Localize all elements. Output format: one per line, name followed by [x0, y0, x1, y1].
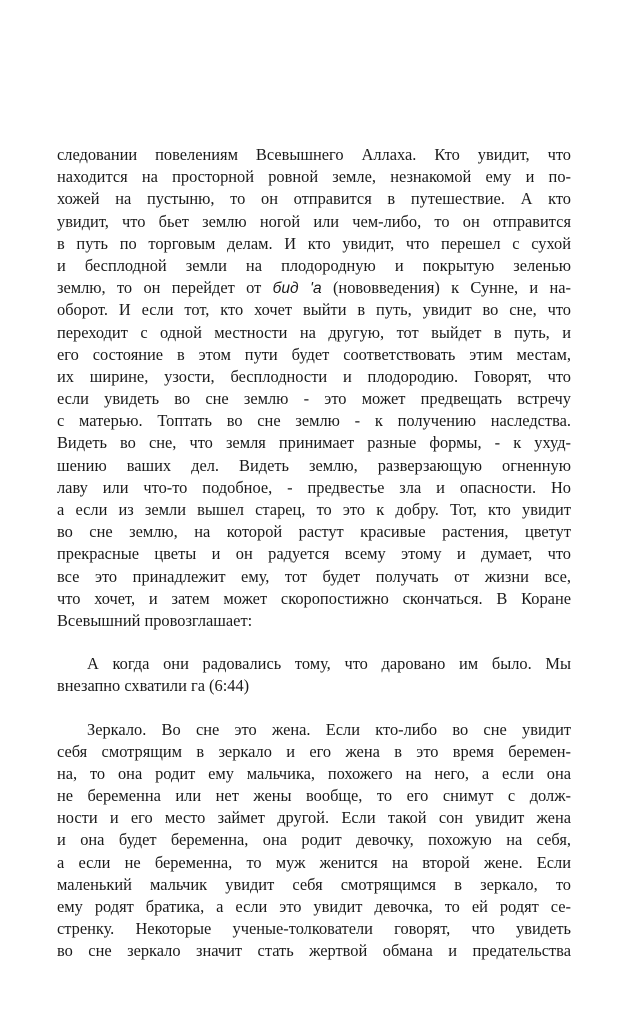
text-line: их ширине, узости, бесплодности и плодородию. Говорят, что [57, 366, 571, 386]
text-line: Зеркало. Во сне это жена. Если кто-либо во сне увидит [87, 719, 571, 739]
text-line [57, 277, 571, 299]
text-line: лаву или что-то подобное, - предвестье зла и опасности. Но [57, 477, 571, 497]
text-line: Всевышний провозглашает: [57, 610, 253, 630]
text-line: А когда они радовались тому, что даровано им было. Мы [87, 654, 571, 674]
text-line: стренку. Некоторые ученые-толкователи говорят, что увидеть [57, 919, 571, 939]
text-line: ности и его место займет другой. Если такой сон увидит жена [57, 808, 571, 828]
text-line: внезапно схватили га (6:44) [57, 676, 250, 696]
text-line: с матерью. Топтать во сне землю - к получению наследства. [57, 411, 571, 431]
paragraph-quran-quote [57, 653, 571, 697]
text-line: прекрасные цветы и он радуется всему этому и думает, что [57, 544, 571, 564]
italic-term: бид 'а [272, 280, 322, 298]
text-line: а если из земли вышел старец, то это к добру. Тот, кто увидит [57, 500, 571, 519]
page-text [57, 144, 571, 963]
text-line: маленький мальчик увидит себя смотрящимся в зеркало, то [57, 874, 571, 894]
text-line: его состояние в этом пути будет соответствовать этим местам, [57, 344, 571, 364]
paragraph-earth [57, 144, 571, 632]
text-line: следовании повелениям Всевышнего Аллаха. Кто увидит, что [57, 145, 571, 164]
text-line: Видеть во сне, что земля принимает разные формы, - к ухуд- [57, 433, 571, 453]
paragraph-spacer [57, 632, 571, 653]
text-line: увидит, что бьет землю ногой или чем-либо, то он отправится [57, 211, 571, 231]
text-line: оборот. И если тот, кто хочет выйти в путь, увидит во сне, что [57, 300, 571, 320]
text-line: если увидеть во сне землю - это может предвещать встречу [57, 389, 571, 409]
text-line: в путь по торговым делам. И кто увидит, что перешел с сухой [57, 233, 571, 253]
paragraph-mirror [57, 719, 571, 963]
text-segment: землю, то он перейдет от [57, 278, 273, 298]
text-line: шению ваших дел. Видеть землю, разверзающую огненную [57, 455, 571, 475]
text-line: себя смотрящим в зеркало и его жена в это время беремен- [57, 741, 571, 761]
text-line: во сне землю, на которой растут красивые растения, цветут [57, 522, 571, 542]
text-line: что хочет, и затем может скоропостижно скончаться. В Коране [57, 588, 571, 608]
text-line: и бесплодной земли на плодородную и покрытую зеленью [57, 255, 571, 275]
text-line: ему родят братика, а если это увидит девочка, то ей родят се- [57, 897, 571, 916]
text-line: не беременна или нет жены вообще, то его снимут с долж- [57, 786, 571, 806]
text-line: а если не беременна, то муж женится на второй жене. Если [57, 852, 571, 872]
paragraph-spacer [57, 698, 571, 719]
text-line: на, то она родит ему мальчика, похожего на него, а если она [57, 763, 571, 783]
text-line: все это принадлежит ему, тот будет получать от жизни все, [57, 566, 571, 586]
text-segment: (нововведения) к Сунне, и на- [321, 278, 571, 298]
text-line: переходит с одной местности на другую, тот выйдет в путь, и [57, 322, 571, 342]
text-line: и она будет беременна, она родит девочку, похожую на себя, [57, 830, 571, 850]
text-line: хожей на пустыню, то он отправится в путешествие. А кто [57, 189, 571, 209]
text-line: во сне зеркало значит стать жертвой обмана и предательства [57, 941, 571, 961]
text-line: находится на просторной ровной земле, незнакомой ему и по- [57, 167, 571, 187]
